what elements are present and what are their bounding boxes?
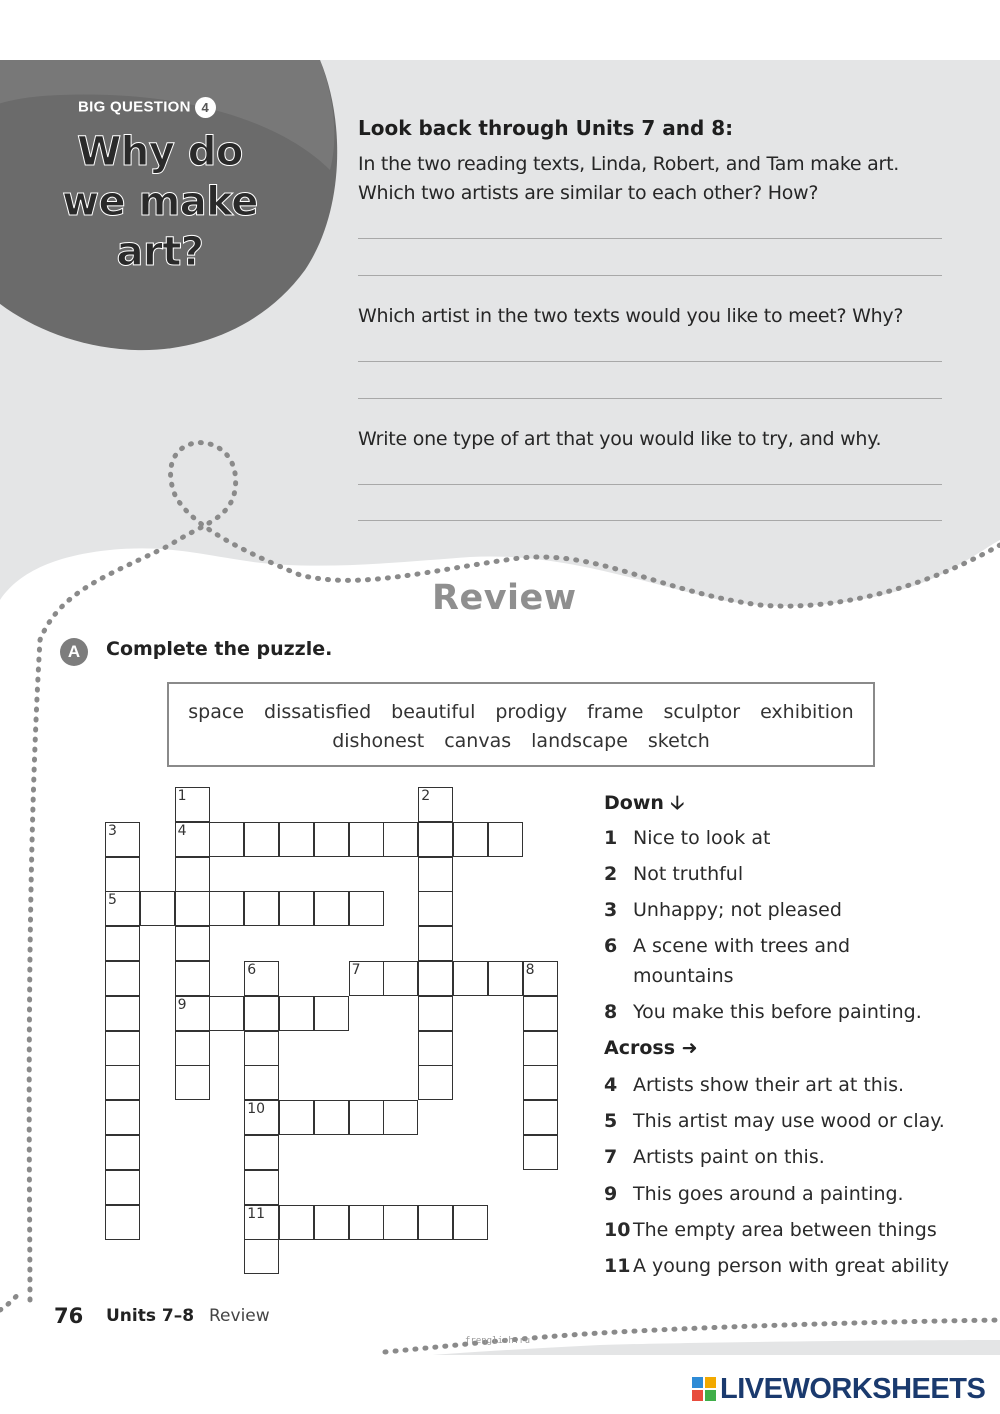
big-question-number: 4 <box>195 97 216 118</box>
big-question-label <box>78 97 216 118</box>
crossword-cell[interactable] <box>105 996 140 1031</box>
question-1 <box>358 150 899 208</box>
crossword-cell[interactable] <box>453 822 488 857</box>
crossword-cell[interactable] <box>523 1100 558 1135</box>
crossword-cell[interactable] <box>488 961 523 996</box>
liveworksheets-icon <box>692 1377 716 1401</box>
question-1-line: In the two reading texts, Linda, Robert, and Tam make art. <box>358 153 900 175</box>
footer-section: Review <box>209 1306 270 1326</box>
clue-across <box>604 1251 963 1281</box>
crossword-cell[interactable] <box>175 857 210 892</box>
crossword-cell[interactable] <box>523 1031 558 1066</box>
crossword-cell[interactable] <box>523 961 558 996</box>
crossword-cell[interactable] <box>209 891 244 926</box>
clue-across <box>604 1106 963 1136</box>
crossword-cell[interactable] <box>523 996 558 1031</box>
clue-number: 5 <box>604 1110 618 1132</box>
crossword-cell[interactable] <box>418 822 453 857</box>
liveworksheets-text: LIVEWORKSHEETS <box>720 1373 986 1405</box>
word-bank-word: landscape <box>531 730 628 752</box>
clue-number: 9 <box>604 1183 618 1205</box>
crossword-cell-number: 2 <box>421 788 431 804</box>
crossword-cell[interactable] <box>418 926 453 961</box>
crossword-cell[interactable] <box>105 926 140 961</box>
crossword-cell[interactable] <box>105 1135 140 1170</box>
big-question-text: BIG QUESTION <box>78 98 191 116</box>
crossword-cell[interactable] <box>488 822 523 857</box>
section-badge: A <box>60 638 88 666</box>
answer-line[interactable] <box>358 238 942 239</box>
answer-line[interactable] <box>358 361 942 362</box>
clue-across <box>604 1142 963 1172</box>
instruction: Complete the puzzle. <box>106 638 333 660</box>
crossword-cell[interactable] <box>418 1065 453 1100</box>
big-question-title-line: Why do <box>77 129 243 175</box>
word-bank-row <box>169 730 873 752</box>
liveworksheets-logo[interactable] <box>692 1373 985 1406</box>
crossword-cell[interactable] <box>175 1065 210 1100</box>
crossword-cell[interactable] <box>244 1239 279 1274</box>
crossword-cell[interactable] <box>140 891 175 926</box>
crossword-cell[interactable] <box>105 1065 140 1100</box>
crossword-cell[interactable] <box>244 996 279 1031</box>
crossword-cell[interactable] <box>105 891 140 926</box>
crossword-cell[interactable] <box>105 961 140 996</box>
crossword-cell-number: 3 <box>108 822 117 839</box>
crossword-cell[interactable] <box>383 961 418 996</box>
answer-line[interactable] <box>358 484 942 485</box>
answer-line[interactable] <box>358 398 942 399</box>
big-question-title <box>40 127 280 277</box>
clue-text: This artist may use wood or clay. <box>633 1110 945 1132</box>
clue-down <box>604 823 963 853</box>
crossword-cell[interactable] <box>523 1065 558 1100</box>
big-question-title-line: we make <box>62 179 258 225</box>
word-bank-word: prodigy <box>495 701 568 723</box>
clue-text: Artists paint on this. <box>633 1146 825 1168</box>
clue-text: You make this before painting. <box>633 1001 922 1023</box>
crossword-cell[interactable] <box>175 891 210 926</box>
crossword-cell[interactable] <box>314 996 349 1031</box>
crossword-cell[interactable] <box>175 787 210 822</box>
clue-number: 7 <box>604 1146 618 1168</box>
answer-line[interactable] <box>358 520 942 521</box>
clue-text: Not truthful <box>633 863 744 885</box>
clue-text: A young person with great ability <box>633 1255 950 1277</box>
lookback-heading: Look back through Units 7 and 8: <box>358 116 734 140</box>
crossword-cell[interactable] <box>349 891 384 926</box>
clue-number: 3 <box>604 899 618 921</box>
clue-text: A scene with trees and mountains <box>633 935 851 987</box>
clue-number: 4 <box>604 1074 618 1096</box>
crossword-cell[interactable] <box>523 1135 558 1170</box>
crossword-cell[interactable] <box>418 1031 453 1066</box>
clue-text: Nice to look at <box>633 827 771 849</box>
arrow-right-icon: ➜ <box>681 1037 698 1059</box>
crossword-cell-number: 5 <box>108 892 117 909</box>
crossword-cell[interactable] <box>209 996 244 1031</box>
crossword-cell[interactable] <box>105 1170 140 1205</box>
footer-units: Units 7–8 <box>106 1306 195 1326</box>
clue-down <box>604 931 883 991</box>
word-bank <box>167 682 875 767</box>
crossword-cell[interactable] <box>418 996 453 1031</box>
crossword-cell[interactable] <box>418 1205 453 1240</box>
across-heading <box>604 1037 698 1059</box>
crossword-cell[interactable] <box>383 822 418 857</box>
crossword-cell[interactable] <box>314 822 349 857</box>
word-bank-word: dissatisfied <box>264 701 372 723</box>
crossword-cell[interactable] <box>244 961 279 996</box>
crossword-cell[interactable] <box>244 1100 279 1135</box>
across-heading-text: Across <box>604 1037 676 1059</box>
clue-number: 1 <box>604 827 618 849</box>
word-bank-word: sculptor <box>663 701 741 723</box>
clue-across <box>604 1179 963 1209</box>
arrow-down-icon: 🡣 <box>670 792 685 814</box>
clue-text: Unhappy; not pleased <box>633 899 842 921</box>
crossword-cell[interactable] <box>105 1031 140 1066</box>
big-question-title-line: art? <box>116 229 204 275</box>
clue-text: This goes around a painting. <box>633 1183 904 1205</box>
clue-down <box>604 859 963 889</box>
crossword-cell[interactable] <box>244 1135 279 1170</box>
crossword-cell[interactable] <box>175 996 210 1031</box>
crossword-cell[interactable] <box>175 822 210 857</box>
crossword-cell[interactable] <box>279 996 314 1031</box>
crossword-cell[interactable] <box>383 1205 418 1240</box>
clue-number: 10 <box>604 1219 631 1241</box>
word-bank-word: canvas <box>444 730 512 752</box>
word-bank-word: frame <box>587 701 644 723</box>
answer-line[interactable] <box>358 275 942 276</box>
clue-number: 6 <box>604 935 618 957</box>
crossword-cell[interactable] <box>349 1205 384 1240</box>
crossword-cell[interactable] <box>244 1205 279 1240</box>
clue-across <box>604 1215 963 1245</box>
crossword-cell[interactable] <box>349 961 384 996</box>
crossword-cell[interactable] <box>279 1100 314 1135</box>
crossword-cell[interactable] <box>175 1031 210 1066</box>
crossword-cell-number: 1 <box>177 788 187 804</box>
watermark: frenglish.ru <box>465 1336 531 1346</box>
crossword-cell[interactable] <box>314 891 349 926</box>
crossword-cell[interactable] <box>349 1100 384 1135</box>
crossword-cell[interactable] <box>279 1205 314 1240</box>
clue-down <box>604 895 963 925</box>
crossword-cell[interactable] <box>105 857 140 892</box>
word-bank-word: dishonest <box>332 730 425 752</box>
word-bank-word: space <box>188 701 245 723</box>
crossword-cell[interactable] <box>453 1205 488 1240</box>
crossword-cell[interactable] <box>105 1205 140 1240</box>
crossword-cell[interactable] <box>453 961 488 996</box>
question-1-line: Which two artists are similar to each other? How? <box>358 182 819 204</box>
crossword-cell[interactable] <box>279 822 314 857</box>
crossword-cell[interactable] <box>314 1205 349 1240</box>
down-heading-text: Down <box>604 792 664 814</box>
crossword-cell[interactable] <box>418 961 453 996</box>
crossword-cell[interactable] <box>244 1170 279 1205</box>
word-bank-word: exhibition <box>760 701 854 723</box>
down-heading <box>604 789 684 821</box>
crossword-cell-number: 6 <box>247 962 257 978</box>
clue-text: Artists show their art at this. <box>633 1074 905 1096</box>
crossword-cell-number: 10 <box>247 1101 266 1118</box>
clue-down <box>604 997 963 1027</box>
crossword-cell[interactable] <box>209 822 244 857</box>
clue-text: The empty area between things <box>633 1219 937 1241</box>
question-2: Which artist in the two texts would you like to meet? Why? <box>358 305 904 327</box>
clue-number: 11 <box>604 1255 631 1277</box>
word-bank-row <box>169 701 873 723</box>
word-bank-word: beautiful <box>391 701 476 723</box>
crossword-cell[interactable] <box>314 1100 349 1135</box>
crossword-cell[interactable] <box>383 1100 418 1135</box>
page-number: 76 <box>54 1304 84 1328</box>
crossword-cell[interactable] <box>279 891 314 926</box>
crossword-cell-number: 11 <box>247 1205 266 1222</box>
crossword-cell-number: 7 <box>351 962 361 978</box>
crossword-cell[interactable] <box>175 926 210 961</box>
review-title: Review <box>432 578 577 618</box>
question-3: Write one type of art that you would like to try, and why. <box>358 428 882 450</box>
crossword-cell[interactable] <box>244 1031 279 1066</box>
clue-number: 8 <box>604 1001 618 1023</box>
word-bank-word: sketch <box>647 730 710 752</box>
crossword-cell-number: 8 <box>525 962 535 978</box>
crossword-cell-number: 4 <box>177 822 187 839</box>
crossword-cell[interactable] <box>418 891 453 926</box>
crossword-cell[interactable] <box>349 822 384 857</box>
crossword-cell[interactable] <box>105 822 140 857</box>
crossword-cell[interactable] <box>175 961 210 996</box>
crossword-cell[interactable] <box>244 891 279 926</box>
crossword-cell[interactable] <box>418 787 453 822</box>
crossword-cell-number: 9 <box>177 996 187 1013</box>
clue-number: 2 <box>604 863 618 885</box>
crossword-cell[interactable] <box>244 1065 279 1100</box>
crossword-cell[interactable] <box>244 822 279 857</box>
clue-across <box>604 1070 963 1100</box>
crossword-cell[interactable] <box>418 857 453 892</box>
crossword-cell[interactable] <box>105 1100 140 1135</box>
